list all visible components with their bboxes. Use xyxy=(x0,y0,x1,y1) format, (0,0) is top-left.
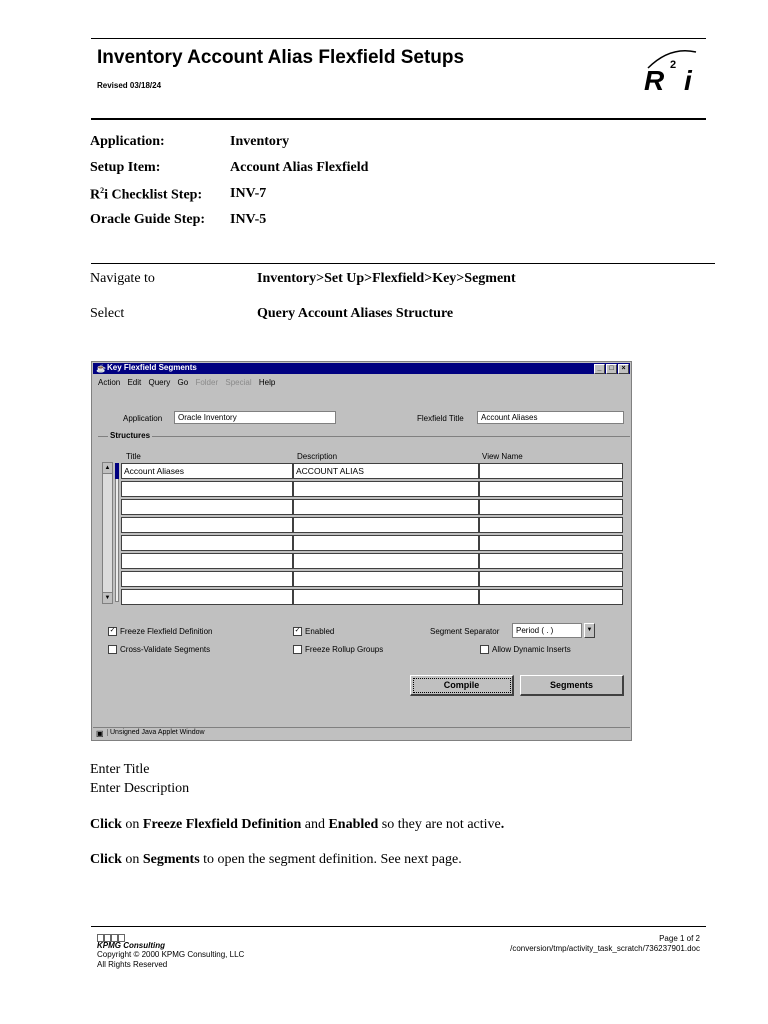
freeze-rollup-label: Freeze Rollup Groups xyxy=(305,645,384,654)
cell-description[interactable] xyxy=(293,535,479,551)
cell-view-name[interactable] xyxy=(479,517,623,533)
key-flexfield-segments-window xyxy=(91,361,632,741)
menu-action[interactable]: Action xyxy=(98,378,121,387)
instruction-click-segments: Click on Segments to open the segment definition. See next page. xyxy=(90,852,462,867)
menu-go[interactable]: Go xyxy=(177,378,189,387)
cross-validate-label: Cross-Validate Segments xyxy=(120,645,211,654)
menu-special[interactable]: Special xyxy=(225,378,252,387)
cell-view-name[interactable] xyxy=(479,553,623,569)
r2i-logo xyxy=(640,44,704,94)
cell-description[interactable] xyxy=(293,553,479,569)
cell-description[interactable] xyxy=(293,571,479,587)
column-view-name: View Name xyxy=(482,452,523,461)
window-title: Key Flexfield Segments xyxy=(107,363,197,372)
close-button[interactable]: × xyxy=(618,364,629,374)
cell-title[interactable] xyxy=(121,481,293,497)
svg-text:R: R xyxy=(644,65,665,94)
cell-view-name[interactable] xyxy=(479,571,623,587)
scroll-up-icon[interactable]: ▲ xyxy=(103,463,112,474)
kpmg-logo: KPMG Consulting xyxy=(97,934,165,950)
cell-title[interactable] xyxy=(121,571,293,587)
status-bar xyxy=(93,727,630,740)
allow-dynamic-inserts-label: Allow Dynamic Inserts xyxy=(492,645,571,654)
menu-query[interactable]: Query xyxy=(148,378,171,387)
footer-page-info xyxy=(510,934,700,954)
cell-title[interactable] xyxy=(121,535,293,551)
svg-text:i: i xyxy=(684,65,692,94)
minimize-button[interactable]: _ xyxy=(594,364,605,374)
cell-description[interactable] xyxy=(293,499,479,515)
instruction-enter-description: Enter Description xyxy=(90,781,190,796)
menu-folder[interactable]: Folder xyxy=(195,378,219,387)
menu-help[interactable]: Help xyxy=(258,378,276,387)
vertical-scrollbar[interactable] xyxy=(102,462,113,604)
cell-view-name[interactable] xyxy=(479,535,623,551)
instruction-enter-title: Enter Title xyxy=(90,762,150,777)
page-number: Page 1 of 2 xyxy=(659,934,700,943)
segment-separator-select[interactable]: Period ( . ) xyxy=(512,623,582,638)
chevron-down-icon[interactable]: ▼ xyxy=(584,623,595,638)
cell-title[interactable] xyxy=(121,499,293,515)
cell-title[interactable] xyxy=(121,589,293,605)
header-bottom-rule xyxy=(91,118,706,120)
cell-description[interactable]: ACCOUNT ALIAS xyxy=(293,463,479,479)
current-record-marker xyxy=(115,463,119,479)
freeze-definition-checkbox[interactable]: ✓ xyxy=(109,627,116,634)
footer-copyright: Copyright © 2000 KPMG Consulting, LLC All Rights Reserved xyxy=(97,950,245,969)
structures-rule xyxy=(98,436,630,437)
cell-title[interactable] xyxy=(121,517,293,533)
enabled-label: Enabled xyxy=(305,627,335,636)
scroll-down-icon[interactable]: ▼ xyxy=(103,592,112,603)
document-title: Inventory Account Alias Flexfield Setups xyxy=(97,47,465,68)
file-path: /conversion/tmp/activity_task_scratch/736237901.doc xyxy=(510,944,700,953)
application-field[interactable]: Oracle Inventory xyxy=(174,411,336,424)
menu-edit[interactable]: Edit xyxy=(127,378,142,387)
menu-bar xyxy=(98,378,280,388)
cell-title[interactable]: Account Aliases xyxy=(121,463,293,479)
cell-title[interactable] xyxy=(121,553,293,569)
structures-label: Structures xyxy=(110,431,151,440)
svg-text:2: 2 xyxy=(670,59,677,71)
compile-button[interactable]: Compile xyxy=(410,675,514,696)
header-top-rule xyxy=(91,38,706,39)
flexfield-title-field[interactable]: Account Aliases xyxy=(477,411,624,424)
cell-description[interactable] xyxy=(293,481,479,497)
segments-button[interactable]: Segments xyxy=(520,675,624,696)
cell-description[interactable] xyxy=(293,517,479,533)
segment-separator-label: Segment Separator xyxy=(430,627,500,636)
java-cup-icon: ☕ xyxy=(96,364,106,373)
freeze-rollup-checkbox[interactable] xyxy=(293,645,302,654)
maximize-button[interactable]: □ xyxy=(606,364,617,374)
freeze-definition-label: Freeze Flexfield Definition xyxy=(120,627,213,636)
enabled-checkbox[interactable]: ✓ xyxy=(294,627,301,634)
cell-view-name[interactable] xyxy=(479,463,623,479)
cross-validate-checkbox[interactable] xyxy=(108,645,117,654)
footer-rule xyxy=(91,926,706,927)
instruction-click-freeze: Click on Freeze Flexfield Definition and Enabled so they are not active. xyxy=(90,817,505,832)
section-rule xyxy=(91,263,715,264)
application-label: Application xyxy=(123,414,163,423)
applet-warning-icon: ▣ xyxy=(96,729,104,738)
window-title-bar xyxy=(93,363,630,374)
flexfield-title-label: Flexfield Title xyxy=(417,414,464,423)
status-text: Unsigned Java Applet Window xyxy=(107,729,205,736)
revised-date: Revised 03/18/24 xyxy=(97,81,162,90)
cell-view-name[interactable] xyxy=(479,499,623,515)
column-description: Description xyxy=(297,452,338,461)
cell-view-name[interactable] xyxy=(479,481,623,497)
allow-dynamic-inserts-checkbox[interactable] xyxy=(480,645,489,654)
column-title: Title xyxy=(126,452,141,461)
cell-view-name[interactable] xyxy=(479,589,623,605)
record-indicator[interactable] xyxy=(115,463,119,602)
cell-description[interactable] xyxy=(293,589,479,605)
